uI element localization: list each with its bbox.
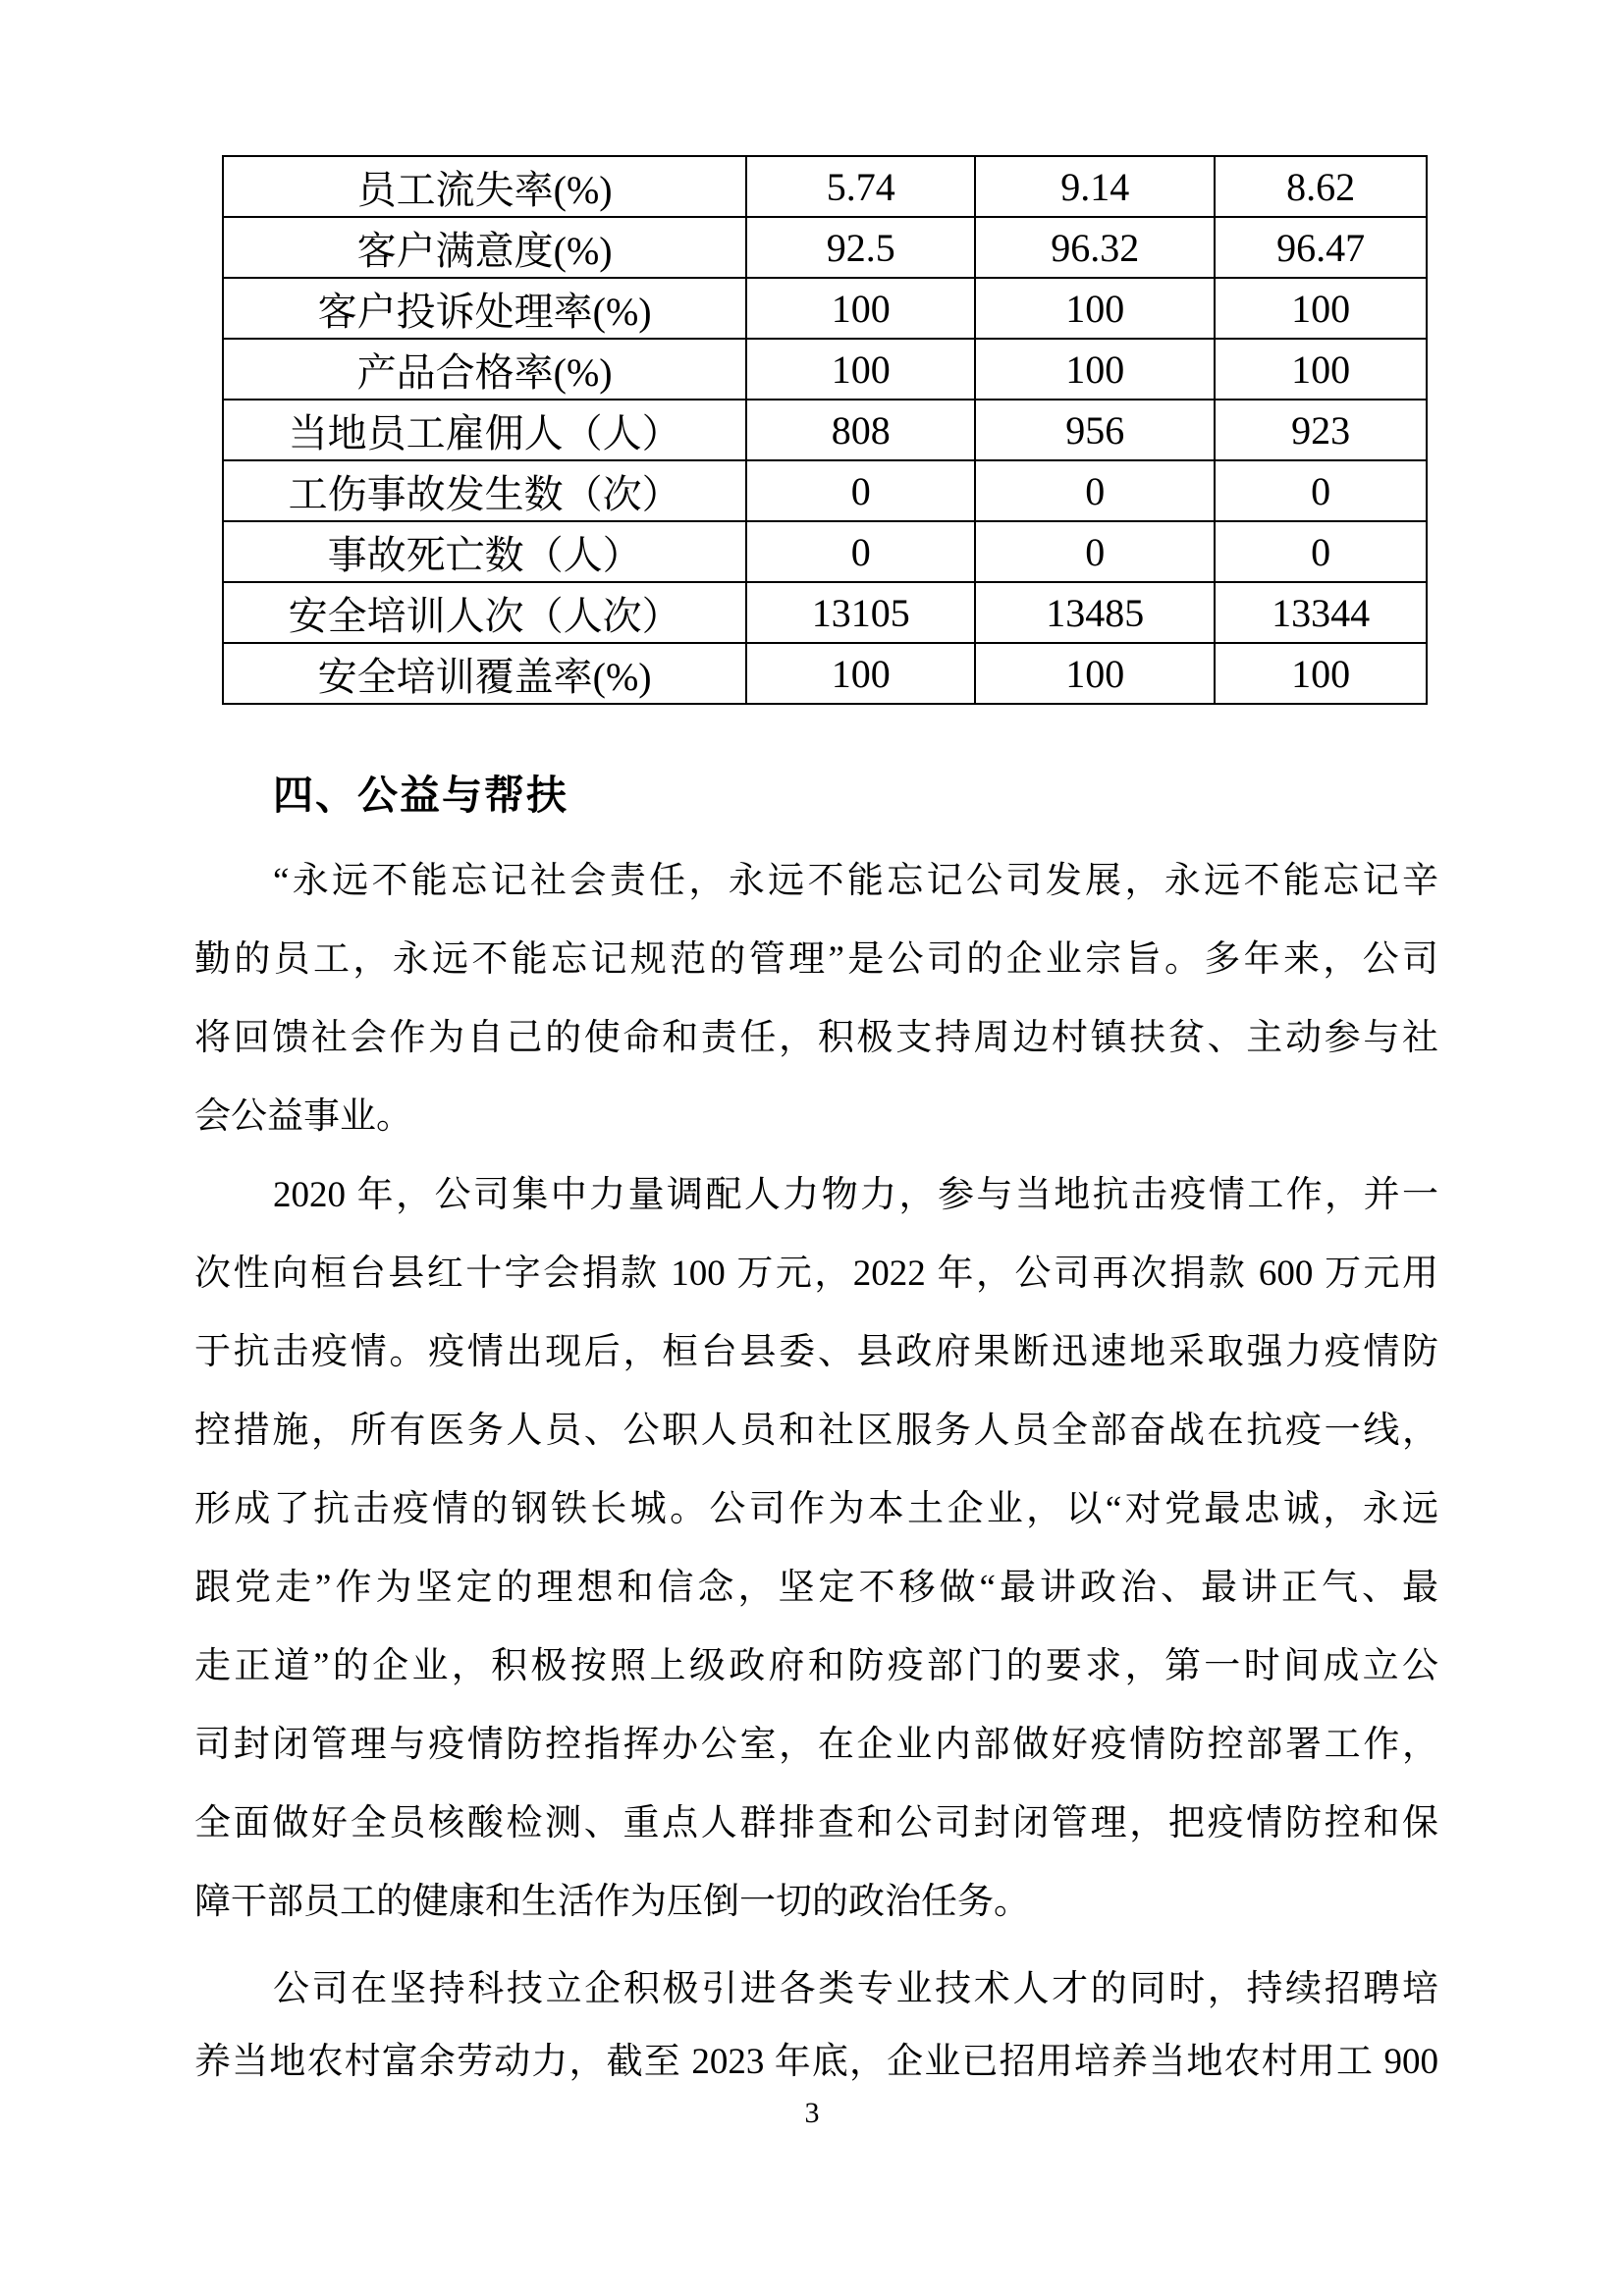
metric-value: 96.47 <box>1215 217 1427 278</box>
text-line: 障干部员工的健康和生活作为压倒一切的政治任务。 <box>194 1882 1030 1922</box>
text-line: 养当地农村富余劳动力，截至 2023 年底，企业已招用培养当地农村用工 900 <box>194 2042 1438 2082</box>
table-row <box>223 521 1427 582</box>
text-line: 形成了抗击疫情的钢铁长城。公司作为本土企业，以“对党最忠诚，永远 <box>194 1489 1438 1529</box>
paragraph-public-welfare-intro <box>194 842 1438 1156</box>
text-line: 走正道”的企业，积极按照上级政府和防疫部门的要求，第一时间成立公 <box>194 1646 1438 1686</box>
metric-value: 100 <box>746 339 975 400</box>
metric-value: 0 <box>975 521 1215 582</box>
metric-value: 923 <box>1215 400 1427 460</box>
metric-value: 100 <box>975 339 1215 400</box>
page-number: 3 <box>804 2097 820 2129</box>
metric-value: 100 <box>746 278 975 339</box>
metric-label: 事故死亡数（人） <box>223 521 746 582</box>
text-line: “永远不能忘记社会责任，永远不能忘记公司发展，永远不能忘记辛 <box>273 861 1438 901</box>
metric-value: 13344 <box>1215 582 1427 643</box>
table-row <box>223 339 1427 400</box>
metric-label: 客户满意度(%) <box>223 217 746 278</box>
text-line: 司封闭管理与疫情防控指挥办公室，在企业内部做好疫情防控部署工作， <box>194 1725 1438 1765</box>
section-heading: 四、公益与帮扶 <box>273 773 568 818</box>
body-text <box>194 842 1438 2099</box>
metric-value: 0 <box>746 460 975 521</box>
metric-label: 安全培训人次（人次） <box>223 582 746 643</box>
paragraph-rural-employment <box>194 1953 1438 2099</box>
metric-value: 100 <box>975 643 1215 704</box>
metric-value: 13485 <box>975 582 1215 643</box>
table-row <box>223 460 1427 521</box>
text-line: 公司在坚持科技立企积极引进各类专业技术人才的同时，持续招聘培 <box>273 1969 1438 2009</box>
text-line: 勤的员工，永远不能忘记规范的管理”是公司的企业宗旨。多年来，公司 <box>194 939 1438 980</box>
metric-label: 安全培训覆盖率(%) <box>223 643 746 704</box>
table-row <box>223 278 1427 339</box>
metric-value: 96.32 <box>975 217 1215 278</box>
metric-value: 808 <box>746 400 975 460</box>
metric-label: 当地员工雇佣人（人） <box>223 400 746 460</box>
metric-value: 0 <box>1215 521 1427 582</box>
text-line: 跟党走”作为坚定的理想和信念，坚定不移做“最讲政治、最讲正气、最 <box>194 1568 1438 1608</box>
metric-value: 100 <box>1215 278 1427 339</box>
metric-value: 13105 <box>746 582 975 643</box>
metric-label: 员工流失率(%) <box>223 156 746 217</box>
metrics-table <box>222 155 1428 705</box>
metric-value: 9.14 <box>975 156 1215 217</box>
text-line: 将回馈社会作为自己的使命和责任，积极支持周边村镇扶贫、主动参与社 <box>194 1018 1438 1058</box>
table-row <box>223 643 1427 704</box>
table-row <box>223 400 1427 460</box>
text-line: 于抗击疫情。疫情出现后，桓台县委、县政府果断迅速地采取强力疫情防 <box>194 1332 1438 1372</box>
paragraph-pandemic-response <box>194 1156 1438 1942</box>
text-line: 会公益事业。 <box>194 1096 412 1137</box>
metric-value: 100 <box>1215 339 1427 400</box>
metric-value: 5.74 <box>746 156 975 217</box>
table-row <box>223 582 1427 643</box>
metric-value: 92.5 <box>746 217 975 278</box>
text-line: 控措施，所有医务人员、公职人员和社区服务人员全部奋战在抗疫一线， <box>194 1411 1438 1451</box>
metric-label: 客户投诉处理率(%) <box>223 278 746 339</box>
metric-value: 100 <box>1215 643 1427 704</box>
metric-value: 0 <box>746 521 975 582</box>
text-line: 次性向桓台县红十字会捐款 100 万元，2022 年，公司再次捐款 600 万元用 <box>194 1254 1438 1294</box>
metric-value: 0 <box>1215 460 1427 521</box>
table-row <box>223 156 1427 217</box>
metric-value: 100 <box>975 278 1215 339</box>
metric-value: 0 <box>975 460 1215 521</box>
metric-value: 100 <box>746 643 975 704</box>
metric-value: 8.62 <box>1215 156 1427 217</box>
metric-label: 产品合格率(%) <box>223 339 746 400</box>
text-line: 全面做好全员核酸检测、重点人群排查和公司封闭管理，把疫情防控和保 <box>194 1803 1438 1843</box>
text-line: 2020 年，公司集中力量调配人力物力，参与当地抗击疫情工作，并一 <box>273 1175 1438 1215</box>
table-row <box>223 217 1427 278</box>
metric-value: 956 <box>975 400 1215 460</box>
metric-label: 工伤事故发生数（次） <box>223 460 746 521</box>
